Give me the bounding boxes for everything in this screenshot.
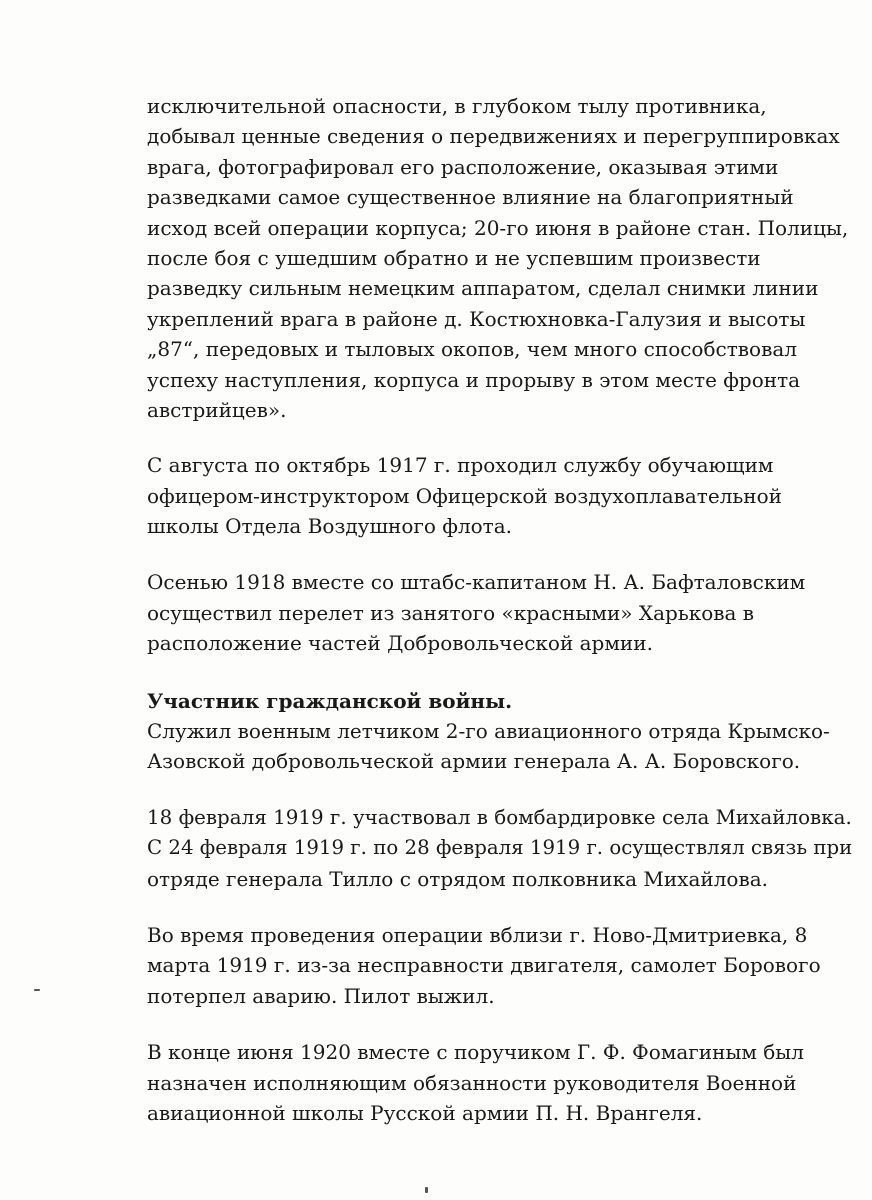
text-line: после боя с ушедшим обратно и не успевшим произвести xyxy=(147,245,761,270)
text-line: осуществил перелет из занятого «красными» Харькова в xyxy=(147,600,755,625)
paragraph-aviation-school xyxy=(147,1037,812,1128)
text-line: Азовской добровольческой армии генерала А. А. Боровского. xyxy=(147,749,801,774)
text-line: 18 февраля 1919 г. участвовал в бомбардировке села Михайловка. xyxy=(147,805,852,829)
text-line: исход всей операции корпуса; 20-го июня в районе стан. Полицы, xyxy=(147,215,849,240)
section-heading: Участник гражданской войны. xyxy=(147,688,513,713)
text-line: врага, фотографировал его расположение, оказывая этими xyxy=(147,154,779,179)
text-line: назначен исполняющим обязанности руководителя Военной xyxy=(147,1070,797,1095)
text-line: разведку сильным немецким аппаратом, сделал снимки линии xyxy=(147,276,819,301)
text-line: укреплений врага в районе д. Костюхновка-Галузия и высоты xyxy=(147,306,806,331)
text-line: потерпел аварию. Пилот выжил. xyxy=(147,983,495,1008)
scan-speck xyxy=(425,1187,428,1193)
paragraph-bombing xyxy=(147,803,853,894)
paragraph-accident xyxy=(147,920,821,1011)
paragraph-instructor-service xyxy=(147,450,812,541)
text-line: марта 1919 г. из-за несправности двигателя, самолет Борового xyxy=(147,953,821,978)
paragraph-kharkov-flight xyxy=(147,567,812,658)
text-line: Служил военным летчиком 2-го авиационного отряда Крымско- xyxy=(147,719,830,744)
text-line: разведками самое существенное влияние на благоприятный xyxy=(147,185,794,210)
text-line: успеху наступления, корпуса и прорыву в этом месте фронта xyxy=(147,367,801,392)
text-line: австрийцев». xyxy=(147,397,287,422)
text-line: школы Отдела Воздушного флота. xyxy=(147,514,513,539)
paragraph-civil-war xyxy=(147,686,830,777)
text-line: Во время проведения операции вблизи г. Ново-Дмитриевка, 8 xyxy=(147,922,808,947)
text-line: исключительной опасности, в глубоком тылу противника, xyxy=(147,94,767,118)
text-line: офицером-инструктором Офицерской воздухоплавательной xyxy=(147,483,782,508)
paragraph-reconnaissance xyxy=(147,91,849,425)
text-line: С августа по октябрь 1917 г. проходил службу обучающим xyxy=(147,453,774,478)
scan-speck xyxy=(34,989,40,991)
text-line: С 24 февраля 1919 г. по 28 февраля 1919 г. осуществлял связь при xyxy=(147,836,853,860)
text-line: Осенью 1918 вместе со штабс-капитаном Н. А. Бафталовским xyxy=(147,570,806,595)
text-line: добывал ценные сведения о передвижениях и перегруппировках xyxy=(147,124,840,149)
text-line: авиационной школы Русской армии П. Н. Врангеля. xyxy=(147,1100,703,1125)
text-line: отряде генерала Тилло с отрядом полковника Михайлова. xyxy=(147,866,769,891)
text-line: „87“, передовых и тыловых окопов, чем много способствовал xyxy=(147,337,797,362)
text-line: В конце июня 1920 вместе с поручиком Г. Ф. Фомагиным был xyxy=(147,1040,804,1065)
text-line: расположение частей Добровольческой армии. xyxy=(147,631,653,656)
